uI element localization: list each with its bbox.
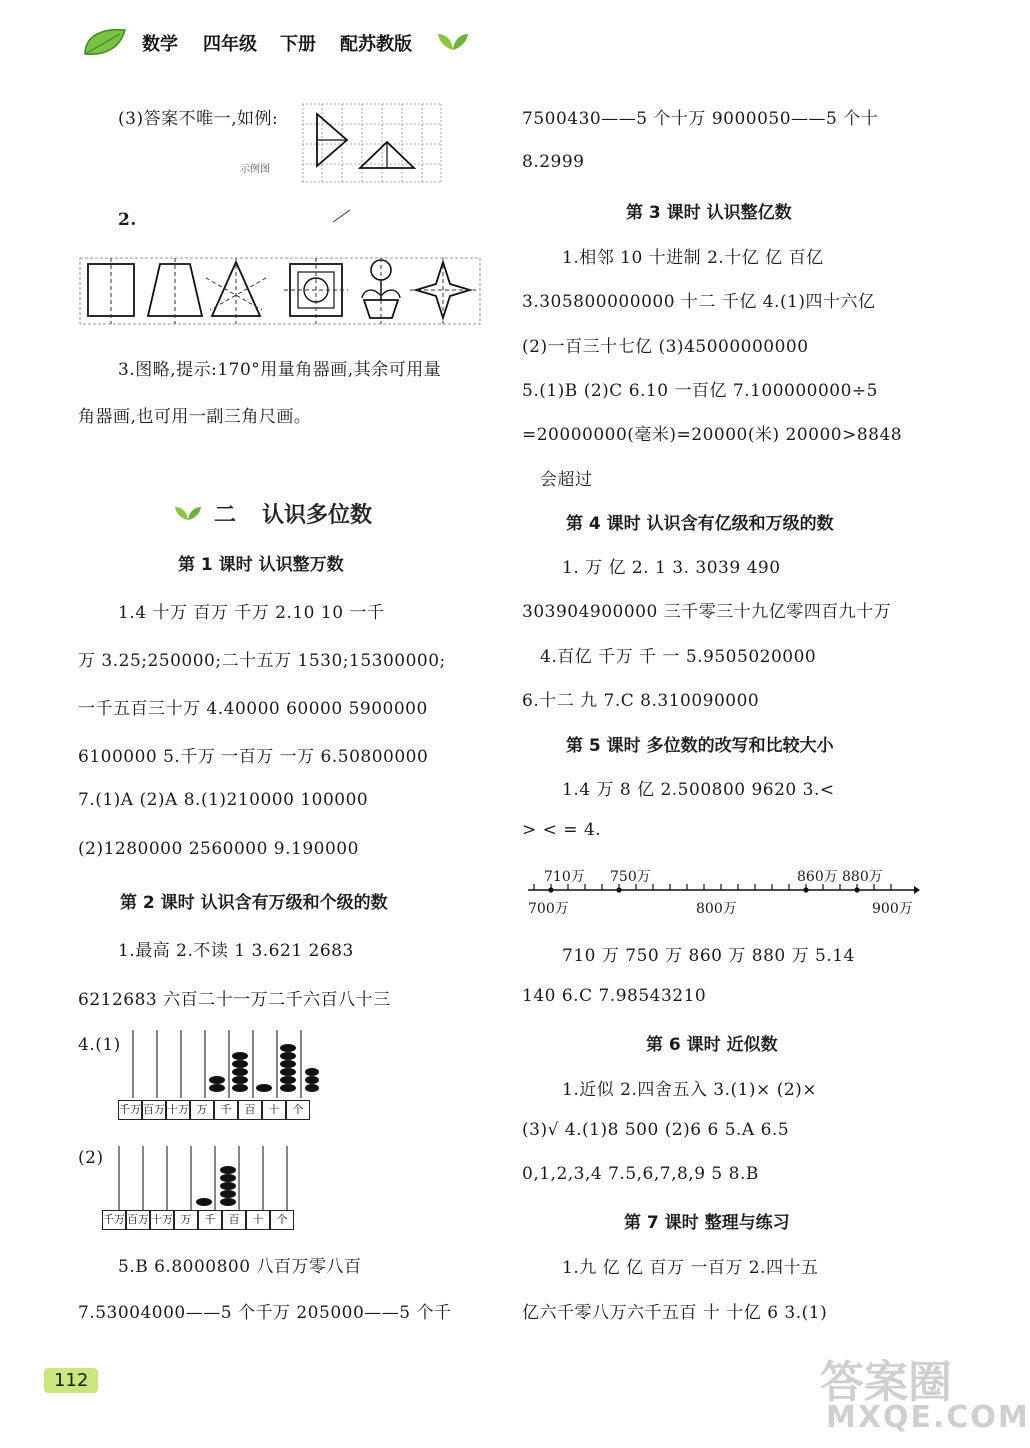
k4-title: 第 4 课时 认识含有亿级和万级的数 [566, 514, 834, 534]
left-line-2: 2. [118, 210, 137, 230]
header-subject: 数学 [142, 34, 178, 55]
left-bottom-line: 7.53004000——5 个千万 205000——5 个千 [78, 1303, 452, 1323]
abacus-2-places [102, 1208, 294, 1230]
abacus-2 [104, 1146, 300, 1214]
k3-line: (2)一百三十七亿 (3)45000000000 [522, 337, 809, 357]
abacus-place: 十 [246, 1210, 270, 1230]
k7-line: 1.九 亿 亿 百万 一百万 2.四十五 [562, 1258, 819, 1278]
k3-title: 第 3 课时 认识整亿数 [626, 203, 792, 223]
nl-top-label: 710万 [544, 869, 585, 885]
left-line-1-sub: 示例图 [240, 164, 270, 175]
k6-line: 1.近似 2.四舍五入 3.(1)× (2)× [562, 1080, 818, 1100]
k1-line: 1.4 十万 百万 千万 2.10 10 一千 [118, 603, 385, 623]
right-top-line: 8.2999 [522, 152, 585, 172]
k5-line: > < = 4. [522, 820, 602, 840]
k4-line: 4.百亿 千万 千 一 5.9505020000 [540, 647, 817, 667]
header-leaf-logo [80, 24, 130, 64]
watermark-text: 答案圈 [820, 1357, 952, 1408]
abacus-place: 百 [222, 1210, 246, 1230]
nl-bottom-label: 700万 [528, 901, 569, 917]
abacus-2-label: (2) [78, 1148, 104, 1168]
k4-line: 1. 万 亿 2. 1 3. 3039 490 [562, 558, 781, 578]
abacus-place: 千万 [102, 1210, 126, 1230]
abacus-place: 十 [262, 1100, 286, 1120]
k5-after-line: 140 6.C 7.98543210 [522, 986, 707, 1006]
k3-line: 3.305800000000 十二 千亿 4.(1)四十六亿 [522, 292, 876, 312]
section-leaf-icon [174, 504, 202, 526]
abacus-place: 十万 [166, 1100, 190, 1120]
abacus-place: 百万 [126, 1210, 150, 1230]
right-top-line: 7500430——5 个十万 9000050——5 个十 [522, 109, 879, 129]
k3-line: =20000000(毫米)=20000(米) 20000>8848 [522, 425, 903, 445]
header-grade: 四年级 [203, 34, 257, 55]
abacus-place: 千 [214, 1100, 238, 1120]
left-line-1: (3)答案不唯一,如例: [118, 109, 279, 129]
nl-top-label: 880万 [842, 869, 883, 885]
k3-line: 1.相邻 10 十进制 2.十亿 亿 百亿 [562, 248, 824, 268]
abacus-place: 百 [238, 1100, 262, 1120]
abacus-place: 万 [174, 1210, 198, 1230]
k7-line: 亿六千零八万六千五百 十 十亿 6 3.(1) [522, 1303, 828, 1323]
nl-bottom-label: 800万 [696, 901, 737, 917]
header-edition: 配苏教版 [340, 34, 412, 55]
header-sprout-icon [436, 30, 470, 56]
abacus-1 [118, 1030, 314, 1102]
k6-line: 0,1,2,3,4 7.5,6,7,8,9 5 8.B [522, 1164, 759, 1184]
k4-line: 6.十二 九 7.C 8.310090000 [522, 691, 760, 711]
watermark-url: MXQE.COM [826, 1400, 1030, 1435]
k4-line: 303904900000 三千零三十九亿零四百九十万 [522, 602, 892, 622]
k5-line: 1.4 万 8 亿 2.500800 9620 3.< [562, 780, 835, 800]
k5-after-line: 710 万 750 万 860 万 880 万 5.14 [562, 946, 855, 966]
k1-line: (2)1280000 2560000 9.190000 [78, 839, 359, 859]
left-line-4: 角器画,也可用一副三角尺画。 [78, 407, 312, 427]
abacus-place: 千 [198, 1210, 222, 1230]
abacus-place: 个 [286, 1100, 310, 1120]
k1-line: 7.(1)A (2)A 8.(1)210000 100000 [78, 790, 369, 810]
k3-line: 5.(1)B (2)C 6.10 一百亿 7.100000000÷5 [522, 381, 878, 401]
k2-title: 第 2 课时 认识含有万级和个级的数 [120, 893, 388, 913]
abacus-1-places [118, 1098, 310, 1120]
left-line-3: 3.图略,提示:170°用量角器画,其余可用量 [118, 360, 442, 380]
k1-title: 第 1 课时 认识整万数 [178, 555, 344, 575]
k1-line: 万 3.25;250000;二十五万 1530;15300000; [78, 651, 446, 671]
k6-line: (3)√ 4.(1)8 500 (2)6 6 5.A 6.5 [522, 1120, 790, 1140]
k1-line: 6100000 5.千万 一百万 一万 6.50800000 [78, 747, 429, 767]
abacus-place: 千万 [118, 1100, 142, 1120]
k5-title: 第 5 课时 多位数的改写和比较大小 [566, 736, 834, 756]
section-number: 二 [214, 503, 237, 528]
abacus-place: 个 [270, 1210, 294, 1230]
abacus-1-label: 4.(1) [78, 1035, 121, 1055]
abacus-place: 百万 [142, 1100, 166, 1120]
k2-line: 1.最高 2.不读 1 3.621 2683 [118, 941, 354, 961]
k3-line: 会超过 [540, 470, 593, 490]
k1-line: 一千五百三十万 4.40000 60000 5900000 [78, 699, 428, 719]
symmetry-figures [78, 210, 488, 334]
nl-top-label: 750万 [610, 869, 651, 885]
k6-title: 第 6 课时 近似数 [646, 1035, 778, 1055]
k7-title: 第 7 课时 整理与练习 [624, 1213, 790, 1233]
abacus-place: 十万 [150, 1210, 174, 1230]
k2-line: 6212683 六百二十一万二千六百八十三 [78, 990, 391, 1010]
section-title: 认识多位数 [262, 503, 373, 528]
page-number: 112 [44, 1368, 98, 1393]
triangle-grid-figure [302, 104, 442, 188]
left-bottom-line: 5.B 6.8000800 八百万零八百 [118, 1257, 362, 1277]
nl-top-label: 860万 [797, 869, 838, 885]
header-volume: 下册 [280, 34, 316, 55]
nl-bottom-label: 900万 [872, 901, 913, 917]
abacus-place: 万 [190, 1100, 214, 1120]
